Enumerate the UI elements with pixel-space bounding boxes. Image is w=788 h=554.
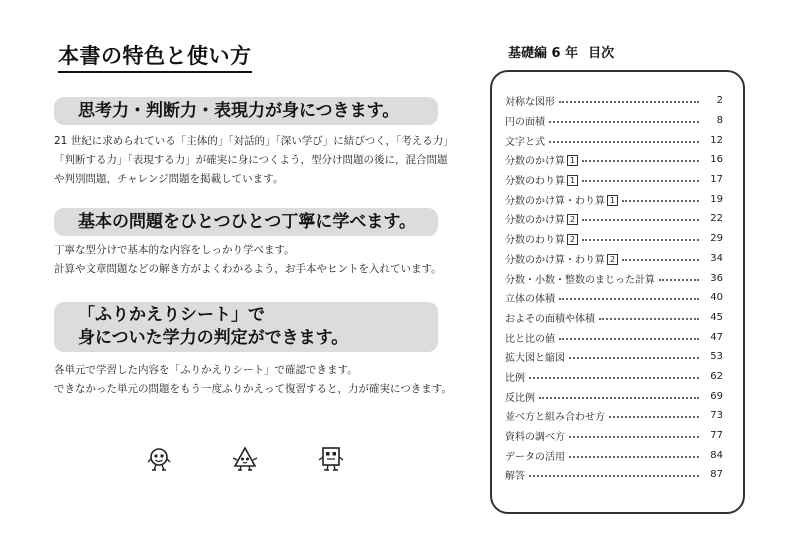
toc-item-label: [505, 448, 565, 463]
page-title: 本書の特色と使い方: [58, 40, 252, 73]
toc-leader-dots: [539, 396, 699, 399]
feature-heading-line: 身についた学力の判定ができます。: [78, 328, 349, 348]
toc-item-page: 17: [710, 174, 723, 186]
toc-leader-dots: [582, 159, 699, 162]
toc-item: [505, 406, 723, 426]
toc-item-text: 分数のかけ算・わり算: [505, 254, 605, 266]
toc-item-text: 拡大図と縮図: [505, 353, 565, 365]
toc-leader-dots: [659, 278, 699, 281]
toc-item-text: 立体の体積: [505, 294, 555, 306]
toc-item-label: [505, 192, 618, 207]
toc-item-page: 77: [710, 430, 723, 442]
toc-leader-dots: [559, 337, 699, 340]
toc-item-label: [505, 133, 545, 148]
feature-body-line: できなかった単元の問題をもう一度ふりかえって復習すると，力が確実につきます。: [54, 383, 452, 395]
round-character-icon: [146, 446, 172, 472]
feature-heading-line: 「ふりかえりシート」で: [78, 305, 265, 325]
toc-item-label: [505, 231, 578, 246]
toc-item-page: 34: [710, 252, 723, 264]
feature-body-2: [54, 241, 454, 279]
feature-heading-1: 思考力・判断力・表現力が身につきます。: [54, 97, 438, 125]
toc-item-text: 分数・小数・整数のまじった計算: [505, 274, 655, 286]
toc-item: [505, 367, 723, 387]
toc-item-label: [505, 152, 578, 167]
toc-item-text: 分数のわり算: [505, 235, 565, 247]
toc-item-text: 文字と式: [505, 136, 545, 148]
toc-item-label: [505, 428, 565, 443]
toc-item: [505, 386, 723, 406]
toc-item-text: 円の面積: [505, 117, 545, 129]
toc-item-label: [505, 93, 555, 108]
toc-leader-dots: [622, 258, 699, 261]
toc-item-badge: 2: [607, 254, 618, 265]
toc-item-page: 62: [710, 370, 723, 382]
toc-item-label: [505, 349, 565, 364]
toc-title-label: 目次: [588, 46, 615, 61]
toc-item-badge: 1: [567, 155, 578, 166]
toc-item-page: 40: [710, 292, 723, 304]
toc-item: [505, 111, 723, 131]
toc-item: [505, 347, 723, 367]
toc-item-page: 19: [710, 193, 723, 205]
toc-item: [505, 308, 723, 328]
toc-item: [505, 426, 723, 446]
toc-item-page: 73: [710, 410, 723, 422]
toc-title-grade: 基礎編 6 年: [508, 46, 579, 61]
toc-list: [505, 91, 723, 485]
toc-item-text: 比例: [505, 372, 525, 384]
toc-leader-dots: [549, 140, 699, 143]
toc-item: [505, 189, 723, 209]
toc-item-page: 87: [710, 469, 723, 481]
feature-body-line: 計算や文章問題などの解き方がよくわかるよう，お手本やヒントを入れています。: [54, 263, 442, 275]
feature-body-line: 「判断する力」「表現する力」が確実に身につくよう，型分け問題の後に，混合問題: [54, 154, 448, 166]
toc-leader-dots: [582, 238, 699, 241]
toc-leader-dots: [569, 356, 699, 359]
feature-heading-3: [54, 302, 438, 352]
toc-item-label: [505, 211, 578, 226]
toc-item: [505, 150, 723, 170]
toc-item-label: [505, 330, 555, 345]
toc-item: [505, 268, 723, 288]
toc-item-page: 12: [710, 134, 723, 146]
toc-item-text: 並べ方と組み合わせ方: [505, 412, 605, 424]
toc-item-text: 分数のかけ算・わり算: [505, 195, 605, 207]
toc-leader-dots: [559, 100, 699, 103]
toc-item-page: 22: [710, 213, 723, 225]
toc-leader-dots: [609, 415, 699, 418]
toc-item-page: 69: [710, 390, 723, 402]
toc-item-badge: 1: [607, 195, 618, 206]
feature-body-line: や判別問題，チャレンジ問題を掲載しています。: [54, 173, 284, 185]
toc-item-text: 比と比の値: [505, 333, 555, 345]
feature-body-line: 21 世紀に求められている「主体的」「対話的」「深い学び」に結びつく，「考える力」: [54, 135, 454, 147]
toc-item-text: 資料の調べ方: [505, 432, 565, 444]
toc-item: [505, 130, 723, 150]
toc-leader-dots: [622, 199, 699, 202]
toc-item: [505, 170, 723, 190]
toc-item: [505, 229, 723, 249]
toc-item-text: データの活用: [505, 451, 565, 463]
toc-item-page: 47: [710, 331, 723, 343]
toc-item-label: [505, 172, 578, 187]
toc-item-page: 53: [710, 351, 723, 363]
toc-leader-dots: [549, 120, 699, 123]
toc-leader-dots: [529, 474, 699, 477]
toc-item-label: [505, 408, 605, 423]
feature-body-3: [54, 361, 454, 399]
toc-item-label: [505, 251, 618, 266]
toc-item-label: [505, 113, 545, 128]
toc-item-label: [505, 290, 555, 305]
toc-item-text: 対称な図形: [505, 97, 555, 109]
triangle-character-icon: [232, 446, 258, 472]
toc-leader-dots: [569, 435, 699, 438]
toc-item-page: 36: [710, 272, 723, 284]
toc-leader-dots: [582, 179, 699, 182]
toc-item-page: 16: [710, 154, 723, 166]
toc-leader-dots: [599, 317, 699, 320]
toc-item-label: [505, 271, 655, 286]
toc-item-text: 分数のわり算: [505, 176, 565, 188]
toc-item-page: 84: [710, 449, 723, 461]
feature-heading-2: 基本の問題をひとつひとつ丁寧に学べます。: [54, 208, 438, 236]
toc-item: [505, 91, 723, 111]
toc-item-text: 解答: [505, 471, 525, 483]
toc-item: [505, 465, 723, 485]
toc-item-page: 29: [710, 233, 723, 245]
toc-item: [505, 445, 723, 465]
toc-item-page: 45: [710, 311, 723, 323]
toc-item-page: 2: [716, 95, 723, 107]
toc-item-label: [505, 389, 535, 404]
toc-leader-dots: [569, 455, 699, 458]
toc-item-text: 反比例: [505, 392, 535, 404]
feature-body-line: 各単元で学習した内容を「ふりかえりシート」で確認できます。: [54, 364, 358, 376]
toc-item-badge: 2: [567, 234, 578, 245]
toc-leader-dots: [529, 376, 699, 379]
toc-item-page: 8: [716, 115, 723, 127]
toc-item: [505, 249, 723, 269]
toc-item: [505, 327, 723, 347]
toc-item-text: およその面積や体積: [505, 313, 595, 325]
toc-item: [505, 288, 723, 308]
toc-item-badge: 2: [567, 214, 578, 225]
feature-body-1: [54, 132, 454, 189]
toc-item-label: [505, 310, 595, 325]
square-character-icon: [318, 446, 344, 472]
toc-item-label: [505, 467, 525, 482]
toc-item-label: [505, 369, 525, 384]
toc-item-text: 分数のかけ算: [505, 156, 565, 168]
toc-leader-dots: [582, 218, 699, 221]
toc-leader-dots: [559, 297, 699, 300]
toc-item-badge: 1: [567, 175, 578, 186]
toc-title: [508, 42, 614, 61]
feature-body-line: 丁寧な型分けで基本的な内容をしっかり学べます。: [54, 244, 295, 256]
toc-item: [505, 209, 723, 229]
toc-item-text: 分数のかけ算: [505, 215, 565, 227]
